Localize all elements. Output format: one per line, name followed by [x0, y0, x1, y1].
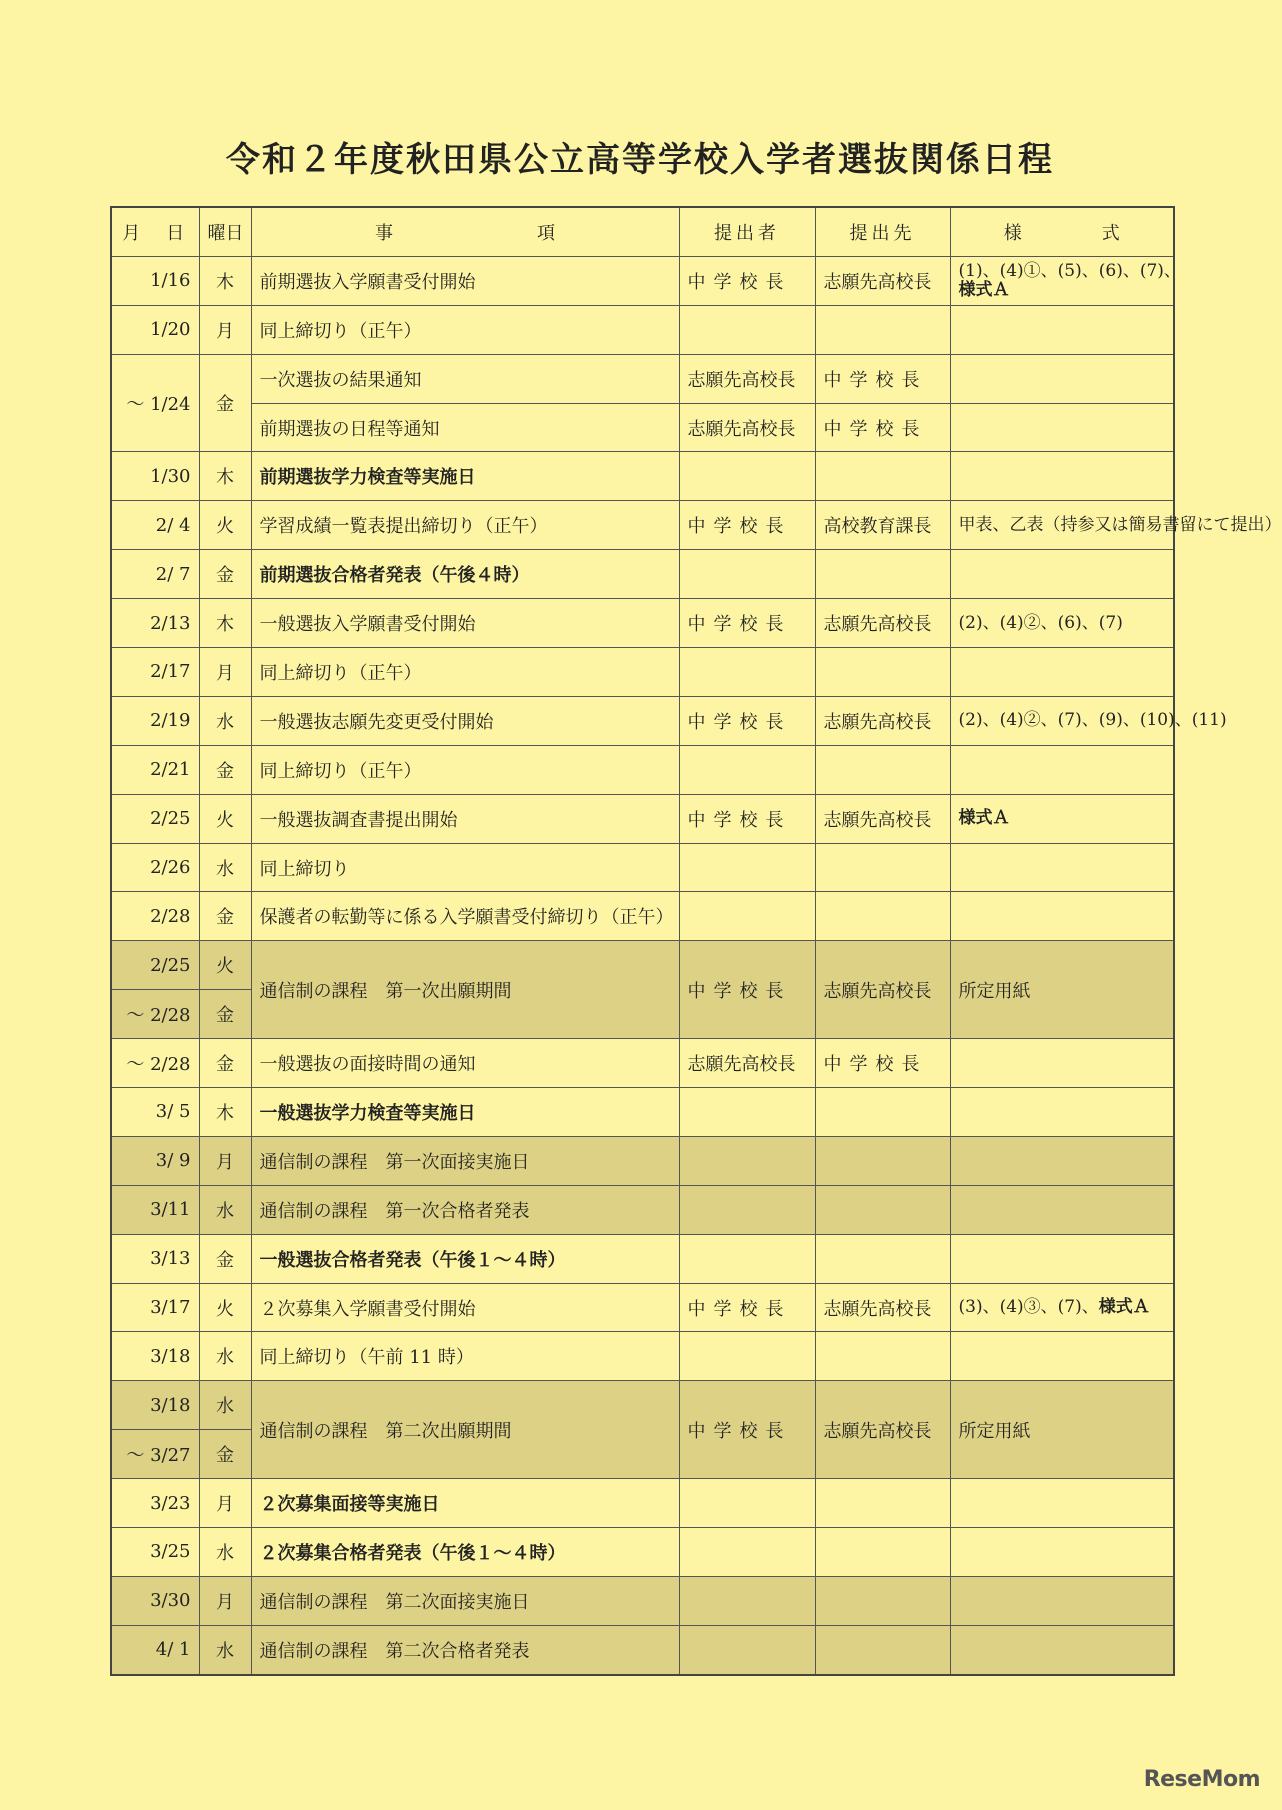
row-date: 3/11 — [111, 1185, 199, 1234]
row-destination: 志願先高校長 — [815, 794, 950, 843]
row-form: 甲表、乙表（持参又は簡易書留にて提出） — [950, 501, 1174, 550]
row-date: 4/ 1 — [111, 1625, 199, 1674]
table-row — [111, 354, 1174, 403]
table-row — [111, 452, 1174, 501]
row-destination: 中学校長 — [815, 354, 950, 403]
row-submitter: 中学校長 — [679, 696, 815, 745]
row-date: 〜 2/28 — [111, 1039, 199, 1088]
table-row — [111, 745, 1174, 794]
row-day: 金 — [199, 354, 251, 452]
row-date: 3/ 9 — [111, 1136, 199, 1185]
header-date: 月 日 — [111, 207, 199, 256]
row-date: 1/16 — [111, 256, 199, 305]
row-date: 3/30 — [111, 1576, 199, 1625]
row-day: 木 — [199, 1088, 251, 1137]
table-row — [111, 1479, 1174, 1528]
row-item: ２次募集合格者発表（午後１〜４時） — [251, 1528, 679, 1577]
row-submitter: 志願先高校長 — [679, 403, 815, 452]
row-day: 月 — [199, 1576, 251, 1625]
row-day: 金 — [199, 892, 251, 941]
row-day: 木 — [199, 599, 251, 648]
row-date: 2/19 — [111, 696, 199, 745]
row-item: 同上締切り（午前 11 時） — [251, 1332, 679, 1381]
row-submitter: 中学校長 — [679, 256, 815, 305]
row-submitter: 中学校長 — [679, 599, 815, 648]
row-day: 金 — [199, 745, 251, 794]
row-item: 通信制の課程 第二次合格者発表 — [251, 1625, 679, 1674]
row-form: 所定用紙 — [950, 1381, 1174, 1479]
row-destination: 志願先高校長 — [815, 599, 950, 648]
row-destination: 志願先高校長 — [815, 1381, 950, 1479]
row-date: 3/13 — [111, 1234, 199, 1283]
row-item: 同上締切り（正午） — [251, 305, 679, 354]
row-day: 金 — [199, 1430, 251, 1479]
row-day: 金 — [199, 1234, 251, 1283]
row-day: 火 — [199, 1283, 251, 1332]
header-day: 曜日 — [199, 207, 251, 256]
header-submitter: 提出者 — [679, 207, 815, 256]
row-submitter: 志願先高校長 — [679, 1039, 815, 1088]
row-date: 2/26 — [111, 843, 199, 892]
table-row — [111, 403, 1174, 452]
table-row — [111, 1283, 1174, 1332]
page-title: 令和２年度秋田県公立高等学校入学者選抜関係日程 — [226, 140, 1054, 180]
row-item: ２次募集面接等実施日 — [251, 1479, 679, 1528]
row-day: 木 — [199, 452, 251, 501]
row-form: (3)、(4)③、(7)、様式Ａ — [950, 1283, 1174, 1332]
row-day: 火 — [199, 794, 251, 843]
schedule-table — [110, 206, 1282, 1676]
row-day: 木 — [199, 256, 251, 305]
table-row — [111, 599, 1174, 648]
row-date: 〜 2/28 — [111, 990, 199, 1039]
row-day: 金 — [199, 990, 251, 1039]
table-row — [111, 1136, 1174, 1185]
row-destination: 志願先高校長 — [815, 1283, 950, 1332]
row-date: 〜 3/27 — [111, 1430, 199, 1479]
table-row — [111, 843, 1174, 892]
header-destination: 提出先 — [815, 207, 950, 256]
table-row — [111, 794, 1174, 843]
row-day: 火 — [199, 941, 251, 990]
row-item: 同上締切り — [251, 843, 679, 892]
table-row — [111, 501, 1174, 550]
row-item: 保護者の転勤等に係る入学願書受付締切り（正午） — [251, 892, 679, 941]
row-item: 一般選抜調査書提出開始 — [251, 794, 679, 843]
row-date: 2/13 — [111, 599, 199, 648]
row-submitter: 志願先高校長 — [679, 354, 815, 403]
row-day: 水 — [199, 1332, 251, 1381]
row-day: 月 — [199, 1479, 251, 1528]
row-date: 3/25 — [111, 1528, 199, 1577]
table-row — [111, 1234, 1174, 1283]
row-date: 3/18 — [111, 1332, 199, 1381]
row-form: 様式Ａ — [950, 794, 1174, 843]
header-item: 事 項 — [251, 207, 679, 256]
row-item: 通信制の課程 第一次合格者発表 — [251, 1185, 679, 1234]
row-date: 2/17 — [111, 648, 199, 697]
table-row — [111, 256, 1174, 305]
table-row — [111, 550, 1174, 599]
row-item: 前期選抜学力検査等実施日 — [251, 452, 679, 501]
row-item: 前期選抜の日程等通知 — [251, 403, 679, 452]
row-item: 一般選抜志願先変更受付開始 — [251, 696, 679, 745]
header-form: 様 式 — [950, 207, 1174, 256]
table-row — [111, 1528, 1174, 1577]
row-destination: 志願先高校長 — [815, 941, 950, 1039]
table-row — [111, 648, 1174, 697]
row-submitter: 中学校長 — [679, 794, 815, 843]
table-row — [111, 696, 1174, 745]
row-item: 同上締切り（正午） — [251, 745, 679, 794]
row-date: 3/ 5 — [111, 1088, 199, 1137]
row-item: 学習成績一覧表提出締切り（正午） — [251, 501, 679, 550]
row-submitter: 中学校長 — [679, 941, 815, 1039]
row-date: 2/25 — [111, 941, 199, 990]
row-item: ２次募集入学願書受付開始 — [251, 1283, 679, 1332]
row-item: 一次選抜の結果通知 — [251, 354, 679, 403]
table-row — [111, 1576, 1174, 1625]
row-destination: 中学校長 — [815, 403, 950, 452]
row-date: 2/ 7 — [111, 550, 199, 599]
row-day: 水 — [199, 1381, 251, 1430]
row-destination: 高校教育課長 — [815, 501, 950, 550]
row-date: 2/25 — [111, 794, 199, 843]
table-row — [111, 1381, 1174, 1430]
row-destination: 志願先高校長 — [815, 256, 950, 305]
row-item: 一般選抜の面接時間の通知 — [251, 1039, 679, 1088]
row-day: 月 — [199, 1136, 251, 1185]
row-date: 〜 1/24 — [111, 354, 199, 452]
row-destination: 志願先高校長 — [815, 696, 950, 745]
row-date: 1/30 — [111, 452, 199, 501]
row-destination: 中学校長 — [815, 1039, 950, 1088]
row-day: 水 — [199, 1185, 251, 1234]
row-submitter: 中学校長 — [679, 1283, 815, 1332]
row-item: 前期選抜合格者発表（午後４時） — [251, 550, 679, 599]
table-row — [111, 1039, 1174, 1088]
row-day: 水 — [199, 696, 251, 745]
table-header-row — [111, 207, 1174, 256]
resemom-logo: ReseMom — [1143, 1767, 1260, 1792]
row-item: 一般選抜合格者発表（午後１〜４時） — [251, 1234, 679, 1283]
row-day: 月 — [199, 648, 251, 697]
row-day: 水 — [199, 1528, 251, 1577]
row-item: 通信制の課程 第一次出願期間 — [251, 941, 679, 1039]
table-row — [111, 1332, 1174, 1381]
row-day: 水 — [199, 843, 251, 892]
row-item: 前期選抜入学願書受付開始 — [251, 256, 679, 305]
row-item: 一般選抜入学願書受付開始 — [251, 599, 679, 648]
table-row — [111, 941, 1174, 990]
row-date: 3/23 — [111, 1479, 199, 1528]
table-row — [111, 1625, 1174, 1674]
row-day: 金 — [199, 1039, 251, 1088]
row-day: 月 — [199, 305, 251, 354]
row-item: 通信制の課程 第二次出願期間 — [251, 1381, 679, 1479]
row-date: 3/18 — [111, 1381, 199, 1430]
row-form: (1)、(4)①、(5)、(6)、(7)、 様式Ａ — [950, 256, 1174, 305]
row-date: 1/20 — [111, 305, 199, 354]
row-date: 3/17 — [111, 1283, 199, 1332]
table-row — [111, 1088, 1174, 1137]
row-form: 所定用紙 — [950, 941, 1174, 1039]
row-form: (2)、(4)②、(7)、(9)、(10)、(11) — [950, 696, 1174, 745]
row-day: 火 — [199, 501, 251, 550]
row-date: 2/ 4 — [111, 501, 199, 550]
row-submitter: 中学校長 — [679, 1381, 815, 1479]
row-day: 水 — [199, 1625, 251, 1674]
row-form: (2)、(4)②、(6)、(7) — [950, 599, 1174, 648]
row-item: 通信制の課程 第一次面接実施日 — [251, 1136, 679, 1185]
row-date: 2/28 — [111, 892, 199, 941]
row-date: 2/21 — [111, 745, 199, 794]
table-row — [111, 305, 1174, 354]
table-row — [111, 892, 1174, 941]
table-row — [111, 1185, 1174, 1234]
row-item: 通信制の課程 第二次面接実施日 — [251, 1576, 679, 1625]
row-submitter: 中学校長 — [679, 501, 815, 550]
row-item: 同上締切り（正午） — [251, 648, 679, 697]
row-item: 一般選抜学力検査等実施日 — [251, 1088, 679, 1137]
row-day: 金 — [199, 550, 251, 599]
